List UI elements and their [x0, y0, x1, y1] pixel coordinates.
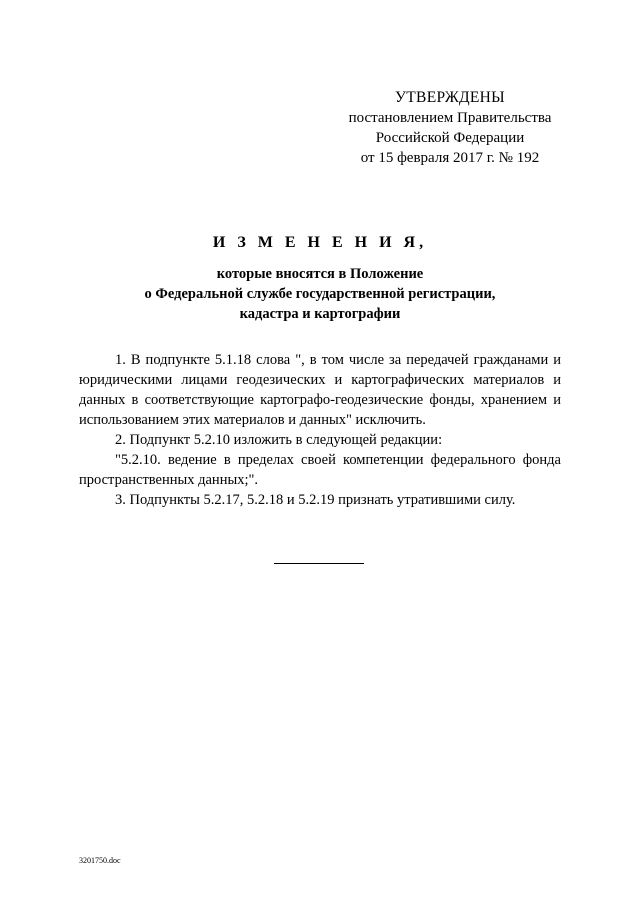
document-subtitle-line-3: кадастра и картографии [239, 306, 401, 322]
paragraph-4: 3. Подпункты 5.2.17, 5.2.18 и 5.2.19 признать утратившими силу. [115, 492, 516, 508]
document-subtitle-line-2: о Федеральной службе государственной регистрации, [144, 286, 496, 302]
paragraph-3: "5.2.10. ведение в пределах своей компетенции федерального фонда пространственных данных;". [79, 452, 561, 488]
approved-heading: УТВЕРЖДЕНЫ [395, 89, 505, 106]
document-title-block [80, 232, 560, 324]
paragraph-2: 2. Подпункт 5.2.10 изложить в следующей редакции: [115, 432, 443, 448]
document-title: И З М Е Н Е Н И Я, [212, 234, 428, 251]
approval-stamp [340, 88, 560, 168]
end-separator-line [274, 563, 364, 564]
approved-date-line: от 15 февраля 2017 г. № 192 [360, 150, 540, 166]
paragraph-1: 1. В подпункте 5.1.18 слова ", в том числе за передачей гражданами и юридическими лицами геодезических и картографических материалов и данных в соответствующие картографо-геодезические фонды, хранением и использованием этих материалов и данных" исключить. [79, 352, 561, 428]
approved-authority-line: Российской Федерации [375, 130, 525, 146]
document-subtitle-line-1: которые вносятся в Положение [216, 266, 424, 282]
document-body [79, 350, 561, 510]
approved-by-line: постановлением Правительства [348, 110, 552, 126]
file-code: 3201750.doc [79, 856, 121, 865]
